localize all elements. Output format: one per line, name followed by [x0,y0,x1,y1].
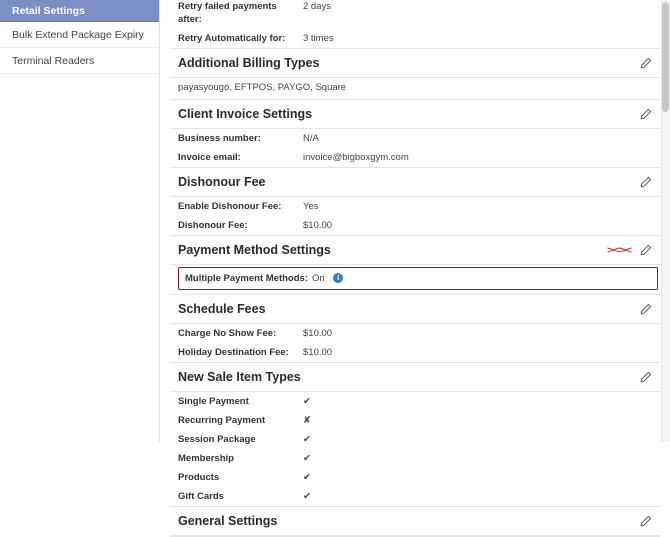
row-value: invoice@bigboxgym.com [303,152,409,163]
row-label: Single Payment [178,396,249,407]
status-check-icon: ✔ [303,396,311,407]
panel-header-actions [639,176,658,189]
table-row [170,129,660,148]
panel-header [170,100,660,129]
row-value: Yes [303,201,319,212]
table-row [170,343,660,362]
settings-content [160,0,670,528]
sidebar-item-bulk-extend-package-expiry[interactable] [0,22,159,48]
pencil-icon[interactable] [639,57,652,70]
table-row [170,392,660,411]
panel-payment-method-settings [170,236,660,295]
row-label: Recurring Payment [178,415,266,426]
panel-header-actions [607,244,658,257]
row-label: Retry Automatically for: [178,33,286,44]
panel-title: Schedule Fees [178,302,266,316]
pencil-icon[interactable] [639,176,652,189]
pencil-icon[interactable] [639,515,652,528]
row-label: Dishonour Fee: [178,220,248,231]
status-check-icon: ✔ [303,472,311,483]
row-label: Invoice email: [178,152,241,163]
table-row [170,29,660,48]
table-row [170,0,660,29]
panel-header-actions [639,515,658,528]
panel-header [170,168,660,197]
sidebar-item-retail-settings[interactable] [0,0,159,22]
row-value: 2 days [303,1,331,12]
panel-header [170,295,660,324]
billing-types-note: payasyougo, EFTPOS, PAYGO, Square [178,82,347,93]
status-check-icon: ✔ [303,453,311,464]
status-cross-icon: ✘ [303,415,311,426]
panel-dishonour-fee [170,168,660,236]
row-value [312,272,343,285]
table-row [170,468,660,487]
pencil-icon[interactable] [639,244,652,257]
status-check-icon: ✔ [303,491,311,502]
row-value: $10.00 [303,220,333,231]
panel-header-actions [639,108,658,121]
row-value: N/A [303,133,319,144]
row-label: Holiday Destination Fee: [178,347,289,358]
table-row [170,449,660,468]
panel-new-sale-item-types [170,363,660,507]
row-value-text: On [312,273,325,284]
table-row [170,197,660,216]
multiple-payment-methods-row[interactable] [178,267,658,290]
pencil-icon[interactable] [639,371,652,384]
table-row [170,148,660,167]
panel-general-settings [170,507,660,537]
sidebar [0,0,160,442]
row-label: Products [178,472,220,483]
row-label: Session Package [178,434,256,445]
panel-header [170,236,660,265]
panel-title: Additional Billing Types [178,56,320,70]
info-icon[interactable]: i [333,273,343,283]
vertical-scrollbar[interactable] [661,0,670,442]
table-row [170,411,660,430]
row-label: Business number: [178,133,261,144]
panel-header-actions [639,303,658,316]
panel-title: Payment Method Settings [178,243,331,257]
pencil-icon[interactable] [639,303,652,316]
panel-title: Dishonour Fee [178,175,266,189]
row-value: $10.00 [303,328,333,339]
row-label: Gift Cards [178,491,224,502]
row-label: Membership [178,453,234,464]
row-label: Retry failed payments after: [178,1,277,25]
row-label: Charge No Show Fee: [178,328,277,339]
row-label: Enable Dishonour Fee: [178,201,282,212]
sidebar-item-label: Bulk Extend Package Expiry [12,28,144,41]
table-row [170,216,660,235]
payment-retry-section [170,0,660,49]
annotation-marker: ><>< [606,244,631,256]
scrollbar-thumb[interactable] [662,2,669,112]
status-check-icon: ✔ [303,434,311,445]
panel-schedule-fees [170,295,660,363]
panel-header [170,507,660,536]
pencil-icon[interactable] [639,108,652,121]
sidebar-empty-area [0,74,159,440]
sidebar-item-label: Retail Settings [12,4,85,17]
row-label: Multiple Payment Methods: [185,273,308,284]
table-row [170,430,660,449]
row-value: $10.00 [303,347,333,358]
panel-header-actions [639,371,658,384]
panel-header [170,363,660,392]
row-value: 3 times [303,33,334,44]
table-row [170,324,660,343]
panel-additional-billing-types [170,49,660,100]
panel-header-actions [639,57,658,70]
table-row [170,487,660,506]
panel-title: General Settings [178,514,278,528]
panel-title: New Sale Item Types [178,370,301,384]
panel-title: Client Invoice Settings [178,107,313,121]
sidebar-item-terminal-readers[interactable] [0,48,159,74]
panel-header [170,49,660,78]
panel-client-invoice-settings [170,100,660,168]
sidebar-item-label: Terminal Readers [12,54,95,67]
